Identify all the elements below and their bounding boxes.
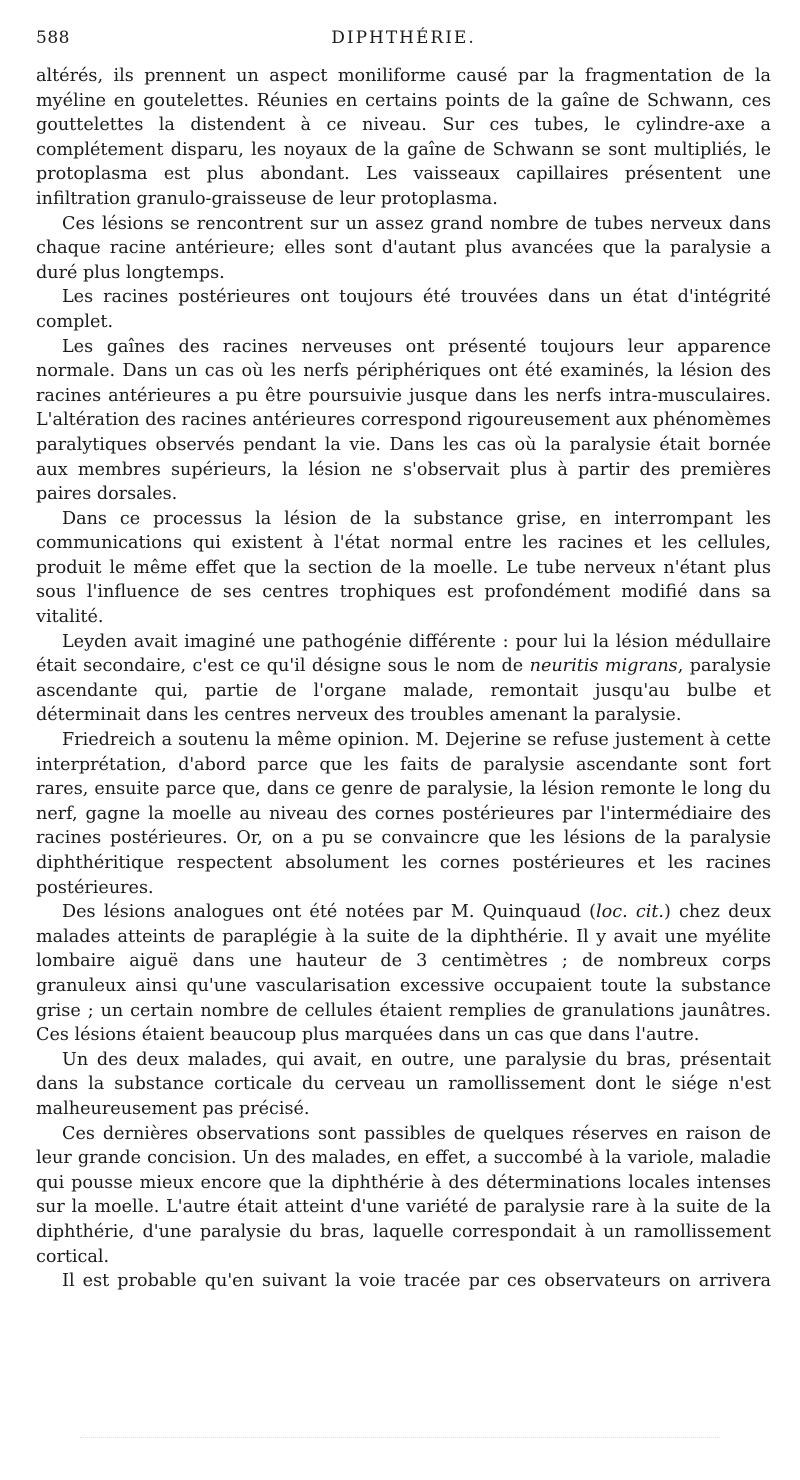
text-run: Des lésions analogues ont été notées par M. Quinquaud (: [62, 902, 597, 923]
paragraph: [36, 630, 771, 728]
text-run: altérés, ils prennent un aspect moniliforme causé par la fragmentation de la myéline en goutelettes. Réunies en certains points de la gaîne de Schwann, ces gouttelettes la distendent à ce niveau. Sur ces tubes, le cylindre-axe a complétement disparu, les noyaux de la gaîne de Schwann se sont multipliés, le protoplasma est plus abondant. Les vaisseaux capillaires présentent une infiltration granulo-graisseuse de leur protoplasma.: [36, 66, 771, 209]
italic-text: neuritis migrans: [529, 656, 678, 677]
paragraph: [36, 728, 771, 900]
text-run: Les gaînes des racines nerveuses ont présenté toujours leur apparence normale. Dans un cas où les nerfs périphériques ont été examinés, la lésion des racines antérieures a pu être poursuivie jusque dans les nerfs intra-musculaires. L'altération des racines antérieures correspond rigoureusement aux phénomèmes paralytiques observés pendant la vie. Dans les cas où la paralysie était bornée aux membres supérieurs, la lésion ne s'observait plus à partir des premières paires dorsales.: [36, 336, 771, 505]
paragraph: [36, 1269, 771, 1294]
text-run: Les racines postérieures ont toujours été trouvées dans un état d'intégrité complet.: [36, 287, 771, 332]
paragraph: [36, 212, 771, 286]
page-number: 588: [36, 28, 70, 48]
text-run: ) chez deux malades atteints de paraplégie à la suite de la diphthérie. Il y avait une myélite lombaire aiguë dans une hauteur de 3 centimètres ; de nombreux corps granuleux ainsi qu'une vascularisation excessive occupaient toute la substance grise ; un certain nombre de cellules étaient remplies de granulations jaunâtres. Ces lésions étaient beaucoup plus marquées dans un cas que dans l'autre.: [36, 902, 771, 1046]
text-run: Un des deux malades, qui avait, en outre, une paralysie du bras, présentait dans la substance corticale du cerveau un ramollissement dont le siége n'est malheureusement pas précisé.: [36, 1049, 771, 1119]
running-title: DIPHTHÉRIE.: [331, 28, 476, 48]
book-page: [36, 28, 771, 1294]
text-run: , paralysie ascendante qui, partie de l'organe malade, remontait jusqu'au bulbe et déterminait dans les centres nerveux des troubles amenant la paralysie.: [36, 656, 771, 726]
paragraph: [36, 1048, 771, 1122]
paragraph: [36, 285, 771, 334]
italic-text: loc. cit.: [596, 902, 664, 923]
text-run: Friedreich a soutenu la même opinion. M. Dejerine se refuse justement à cette interprétation, d'abord parce que les faits de paralysie ascendante sont fort rares, ensuite parce que, dans ce genre de paralysie, la lésion remonte le long du nerf, gagne la moelle au niveau des cornes postérieures par l'intermédiaire des racines postérieures. Or, on a pu se convaincre que les lésions de la paralysie diphthéritique respectent absolument les cornes postérieures et les racines postérieures.: [36, 730, 771, 898]
paragraph: [36, 1122, 771, 1270]
body-text: [36, 64, 771, 1294]
text-run: Ces dernières observations sont passibles de quelques réserves en raison de leur grande concision. Un des malades, en effet, a succombé à la variole, maladie qui pousse mieux encore que la diphthérie à des déterminations locales intenses sur la moelle. L'autre était atteint d'une variété de paralysie rare à la suite de la diphthérie, d'une paralysie du bras, laquelle correspondait à un ramollissement cortical.: [36, 1123, 771, 1267]
faint-footer-line: [80, 1437, 720, 1441]
paragraph: [36, 900, 771, 1048]
text-run: Ces lésions se rencontrent sur un assez grand nombre de tubes nerveux dans chaque racine antérieure; elles sont d'autant plus avancées que la paralysie a duré plus longtemps.: [36, 213, 771, 283]
text-run: Il est probable qu'en suivant la voie tracée par ces observateurs on arrivera: [62, 1271, 771, 1292]
paragraph: [36, 507, 771, 630]
paragraph: [36, 335, 771, 507]
text-run: Leyden avait imaginé une pathogénie différente : pour lui la lésion médullaire était secondaire, c'est ce qu'il désigne sous le nom de: [36, 631, 771, 677]
page-header: [36, 28, 771, 60]
paragraph: [36, 64, 771, 212]
text-run: Dans ce processus la lésion de la substance grise, en interrompant les communications qui existent à l'état normal entre les racines et les cellules, produit le même effet que la section de la moelle. Le tube nerveux n'étant plus sous l'influence de ses centres trophiques est profondément modifié dans sa vitalité.: [36, 508, 771, 628]
